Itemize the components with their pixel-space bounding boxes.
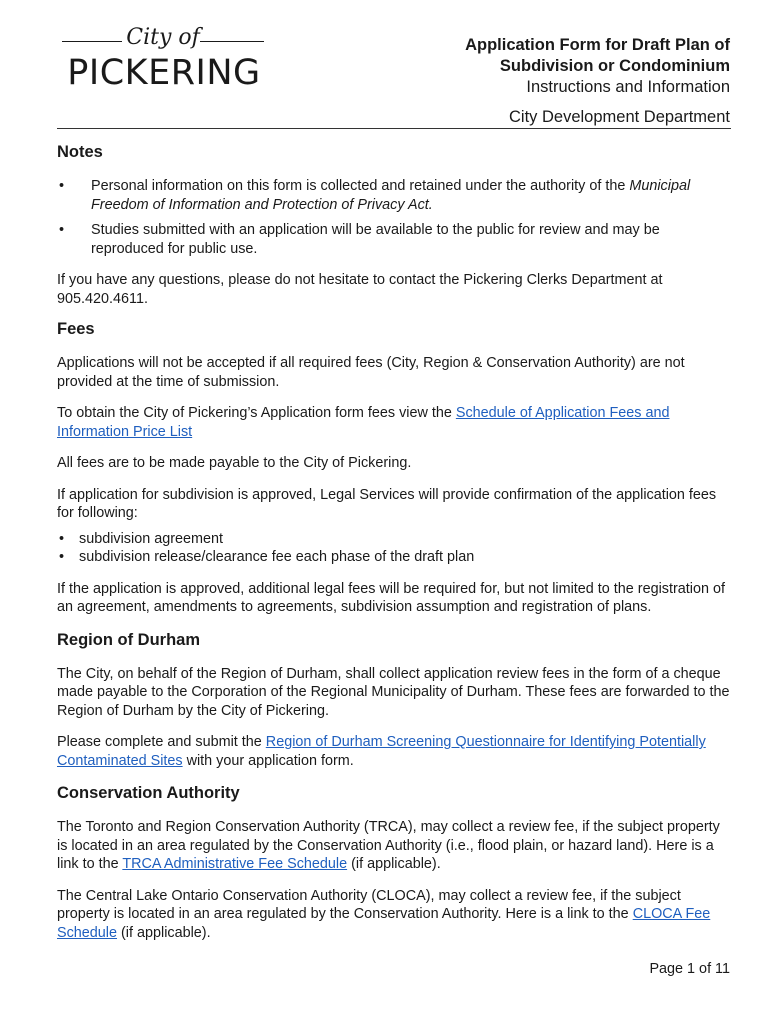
fees-schedule-text: To obtain the City of Pickering’s Application form fees view the <box>57 405 456 421</box>
logo-rule-left <box>62 41 122 42</box>
fees-paragraph-required: Applications will not be accepted if all required fees (City, Region & Conservation Authority) are not provided at the time of submission. <box>57 355 685 390</box>
document-title-line-1: Application Form for Draft Plan of <box>465 36 730 54</box>
trca-fee-schedule-link[interactable]: TRCA Administrative Fee Schedule <box>122 856 348 872</box>
page-number: Page 1 of 11 <box>649 961 730 977</box>
notes-heading: Notes <box>57 143 103 161</box>
durham-section <box>57 630 733 771</box>
conservation-section <box>57 783 733 942</box>
notes-item-privacy-text: Personal information on this form is collected and retained under the authority of the <box>91 178 630 194</box>
notes-contact-text: If you have any questions, please do not hesitate to contact the Pickering Clerks Department at 905.420.4611. <box>57 272 663 307</box>
notes-item-privacy-act: Municipal Freedom of Information and Protection of Privacy Act. <box>91 178 691 213</box>
notes-list <box>57 177 733 258</box>
city-of-pickering-logo <box>62 25 266 98</box>
conservation-heading: Conservation Authority <box>57 784 240 802</box>
fees-paragraph-schedule <box>57 404 733 441</box>
cloca-text-end: (if applicable). <box>117 924 211 941</box>
fees-section <box>57 319 733 617</box>
header-divider <box>57 128 731 129</box>
logo-city-of-text: City of <box>126 25 200 50</box>
logo-wordmark: PICKERING <box>67 53 261 93</box>
conservation-paragraph-trca <box>57 818 733 874</box>
fees-paragraph-legal: If application for subdivision is approved, Legal Services will provide confirmation of the application fees for following: <box>57 486 717 521</box>
schedule-of-fees-link[interactable]: Schedule of Application Fees and Information Price List <box>57 405 670 440</box>
notes-section <box>57 142 733 308</box>
durham-questionnaire-link[interactable]: Region of Durham Screening Questionnaire for Identifying Potentially Contaminated Sites <box>57 734 706 769</box>
trca-text-end: (if applicable). <box>347 856 441 872</box>
logo-rule-right <box>200 41 264 42</box>
fees-list-item: • subdivision release/clearance fee each phase of the draft plan <box>57 548 733 567</box>
fees-heading: Fees <box>57 320 95 338</box>
durham-paragraph-questionnaire <box>57 733 733 770</box>
document-body <box>57 142 733 955</box>
durham-questionnaire-text-end: with your application form. <box>182 752 354 769</box>
cloca-fee-schedule-link[interactable]: CLOCA Fee Schedule <box>57 906 711 941</box>
trca-text: The Toronto and Region Conservation Authority (TRCA), may collect a review fee, if the subject property is located in an area regulated by the Conservation Authority (i.e., flood plain, or hazard land). Here is a link to the <box>57 819 720 872</box>
durham-heading: Region of Durham <box>57 630 200 649</box>
cloca-text: The Central Lake Ontario Conservation Authority (CLOCA), may collect a review fee, if the subject property is located in an area regulated by the Conservation Authority. Here is a link to the <box>57 887 681 922</box>
document-subtitle: Instructions and Information <box>526 78 730 96</box>
document-title-block <box>465 35 730 128</box>
durham-paragraph-cheque: The City, on behalf of the Region of Durham, shall collect application review fees in the form of a cheque made payable to the Corporation of the Regional Municipality of Durham. These fees are forwarded to the Region of Durham by the City of Pickering. <box>57 665 730 719</box>
fees-list-item: • subdivision agreement <box>57 530 733 549</box>
notes-item-studies: • Studies submitted with an application will be available to the public for review and may be reproduced for public use. <box>57 221 733 258</box>
durham-questionnaire-text: Please complete and submit the <box>57 734 266 750</box>
conservation-paragraph-cloca <box>57 887 733 943</box>
fees-paragraph-additional: If the application is approved, additional legal fees will be required for, but not limited to the registration of an agreement, amendments to agreements, subdivision assumption and registration of plans. <box>57 580 725 615</box>
document-title-line-2: Subdivision or Condominium <box>499 57 730 75</box>
fees-paragraph-payable: All fees are to be made payable to the City of Pickering. <box>57 455 412 471</box>
department-name: City Development Department <box>508 108 730 126</box>
fees-list <box>57 530 733 567</box>
notes-item-privacy <box>57 177 733 214</box>
